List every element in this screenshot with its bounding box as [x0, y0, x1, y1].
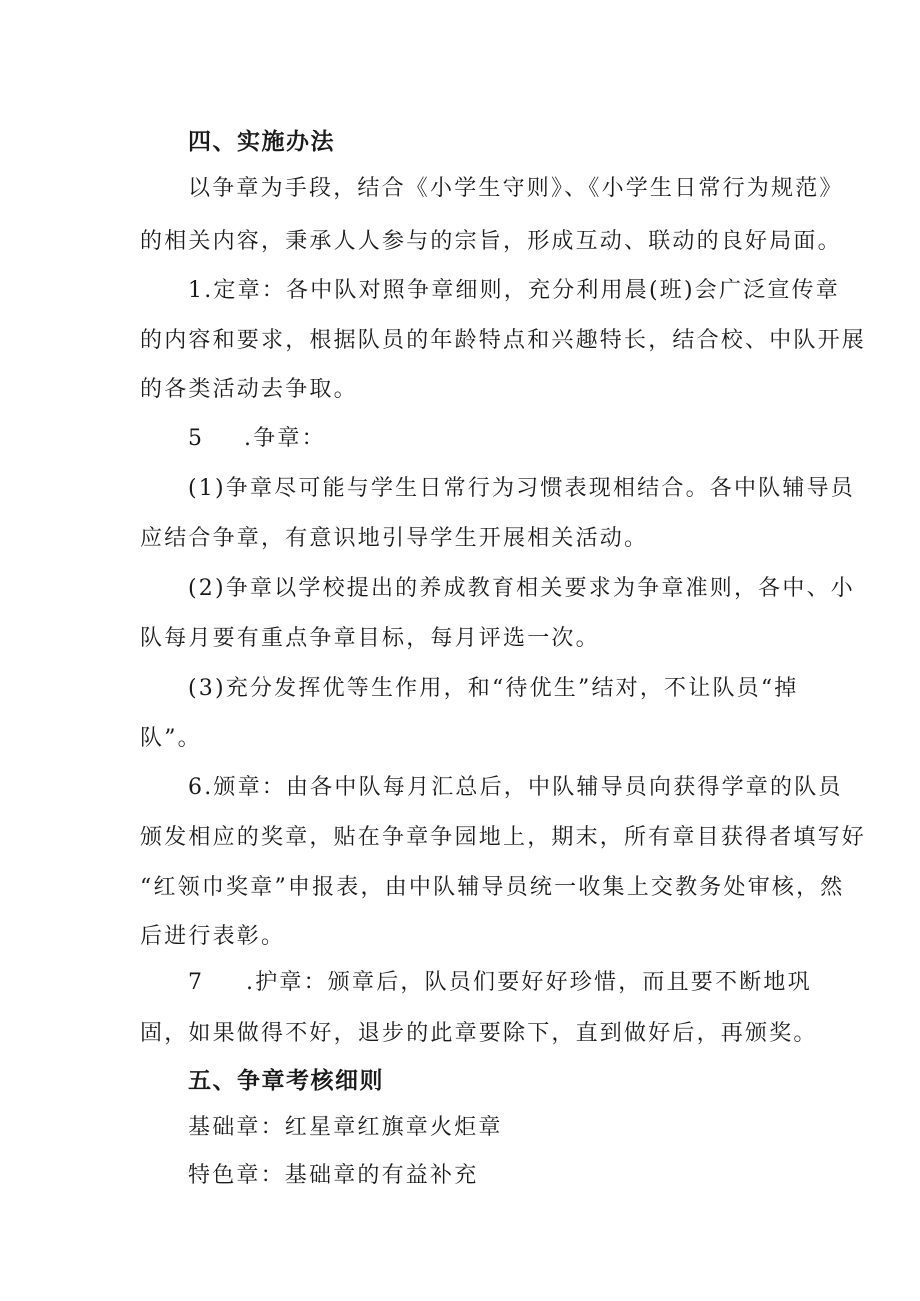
item-4-title: .护章：颁章后，队员们要好好珍惜，而且要不断地巩 [246, 970, 812, 995]
sub-3-line-1: (3)充分发挥优等生作用，和“待优生”结对，不让队员“掉 [188, 676, 799, 701]
sub-1-line-2: 应结合争章，有意识地引导学生开展相关活动。 [140, 526, 649, 551]
item-1-line-2: 的内容和要求，根据队员的年龄特点和兴趣特长，结合校、中队开展 [140, 328, 867, 353]
basic-badge-line: 基础章：红星章红旗章火炬章 [188, 1115, 503, 1140]
section-4-heading: 四、实施办法 [188, 129, 335, 155]
sub-2-line-1: (2)争章以学校提出的养成教育相关要求为争章准则，各中、小 [188, 576, 855, 601]
item-3-line-1: 6.颁章：由各中队每月汇总后，中队辅导员向获得学章的队员 [188, 775, 843, 800]
sub-2-line-2: 队每月要有重点争章目标，每月评选一次。 [140, 626, 600, 651]
item-2-line [188, 424, 326, 454]
item-3-line-2: 颁发相应的奖章，贴在争章争园地上，期末，所有章目获得者填写好 [140, 825, 867, 850]
item-4-number: 7 [188, 970, 205, 995]
item-4-line-1 [188, 968, 812, 998]
sub-3-line-2: 队”。 [140, 726, 202, 751]
sub-1-line-1: (1)争章尽可能与学生日常行为习惯表现相结合。各中队辅导员 [188, 476, 855, 501]
item-3-line-4: 后进行表彰。 [140, 924, 286, 949]
item-2-title: .争章： [244, 426, 326, 451]
intro-line-1: 以争章为手段，结合《小学生守则》、《小学生日常行为规范》 [188, 176, 844, 201]
item-1-line-1: 1.定章：各中队对照争章细则，充分利用晨(班)会广泛宣传章 [188, 278, 840, 303]
item-1-line-3: 的各类活动去争取。 [140, 377, 358, 402]
intro-line-2: 的相关内容，秉承人人参与的宗旨，形成互动、联动的良好局面。 [140, 229, 842, 254]
item-4-line-2: 固，如果做得不好，退步的此章要除下，直到做好后，再颁奖。 [140, 1021, 818, 1046]
item-2-number: 5 [188, 426, 205, 451]
section-5-heading: 五、争章考核细则 [188, 1068, 384, 1094]
item-3-line-3: “红领巾奖章”申报表，由中队辅导员统一收集上交教务处审核，然 [140, 875, 845, 900]
special-badge-line: 特色章：基础章的有益补充 [188, 1163, 479, 1188]
